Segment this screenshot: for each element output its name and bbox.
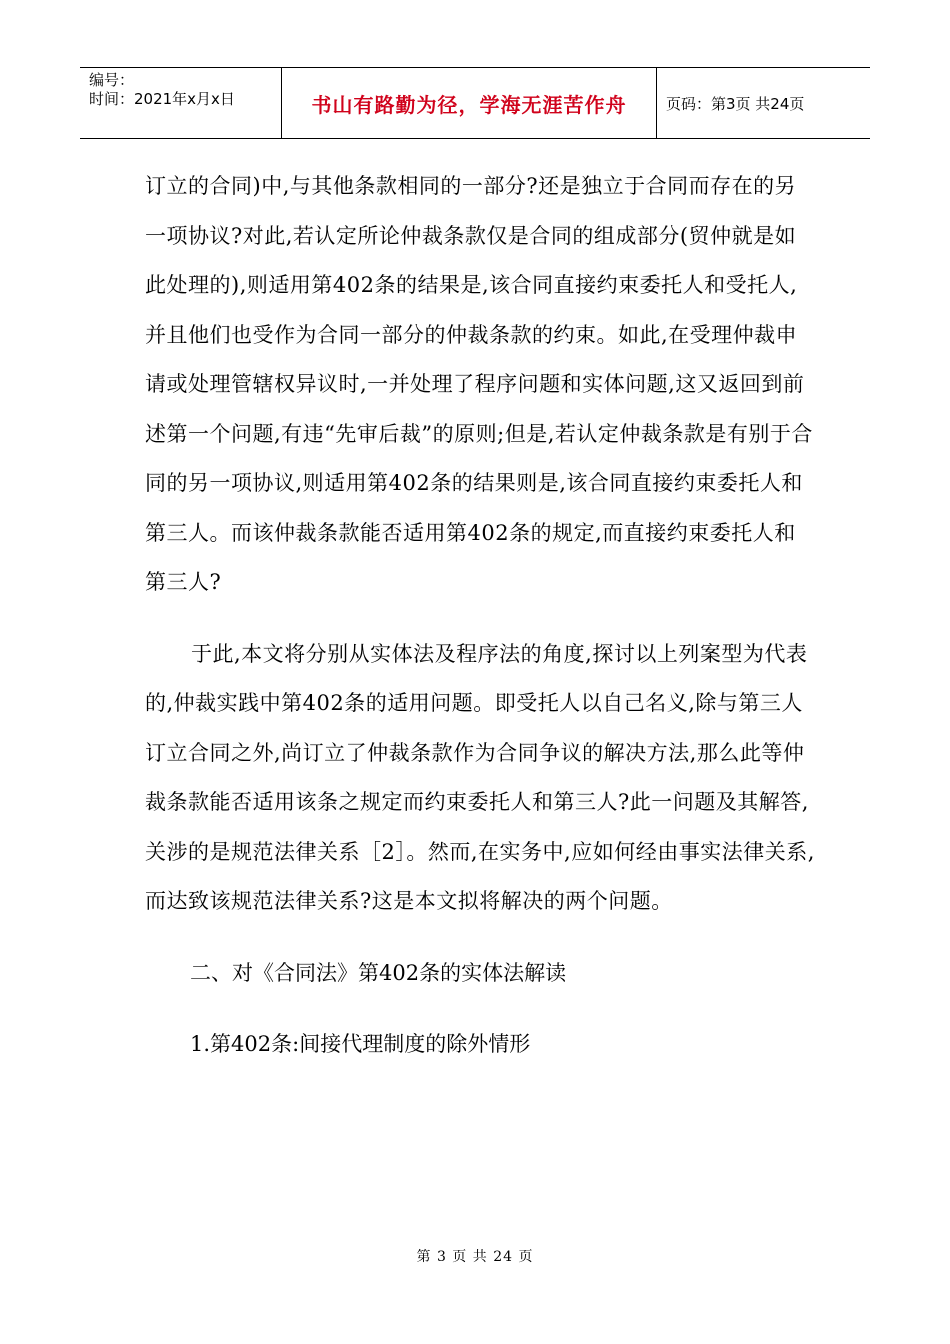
page-footer: 第 3 页 共 24 页 (416, 1249, 534, 1265)
paragraph-continued: 订立的合同)中,与其他条款相同的一部分?还是独立于合同而存在的另一项协议?对此,若认定所论仲裁条款仅是合同的组成部分(贸仲就是如此处理的),则适用第402条的结果是,该合同直接约束委托人和受托人,并且他们也受作为合同一部分的仲裁条款的约束。如此,在受理仲裁申请或处理管辖权异议时,一并处理了程序问题和实体问题,这又返回到前述第一个问题,有违“先审后裁”的原则;但是,若认定仲裁条款是有别于合同的另一项协议,则适用第402条的结果则是,该合同直接约束委托人和第三人。而该仲裁条款能否适用第402条的规定,而直接约束委托人和第三人? (145, 174, 813, 594)
page-header (80, 67, 870, 139)
document-date: 时间：2021年x月x日 (89, 90, 235, 108)
paragraph-scope: 于此,本文将分别从实体法及程序法的角度,探讨以上列案型为代表的,仲裁实践中第402条的适用问题。即受托人以自己名义,除与第三人订立合同之外,尚订立了仲裁条款作为合同争议的解决方法,那么此等仲裁条款能否适用该条之规定而约束委托人和第三人?此一问题及其解答,关涉的是规范法律关系［2］。然而,在实务中,应如何经由事实法律关系,而达致该规范法律关系?这是本文拟将解决的两个问题。 (145, 641, 815, 913)
document-number-label: 编号： (89, 71, 135, 89)
section-heading: 二、对《合同法》第402条的实体法解读 (190, 960, 567, 985)
header-motto: 书山有路勤为径，学海无涯苦作舟 (282, 68, 657, 138)
header-page-info: 页码：第3页 共24页 (666, 94, 805, 113)
header-meta (80, 68, 282, 138)
document-body (145, 162, 815, 1070)
subsection-heading: 1.第402条:间接代理制度的除外情形 (190, 1032, 531, 1056)
